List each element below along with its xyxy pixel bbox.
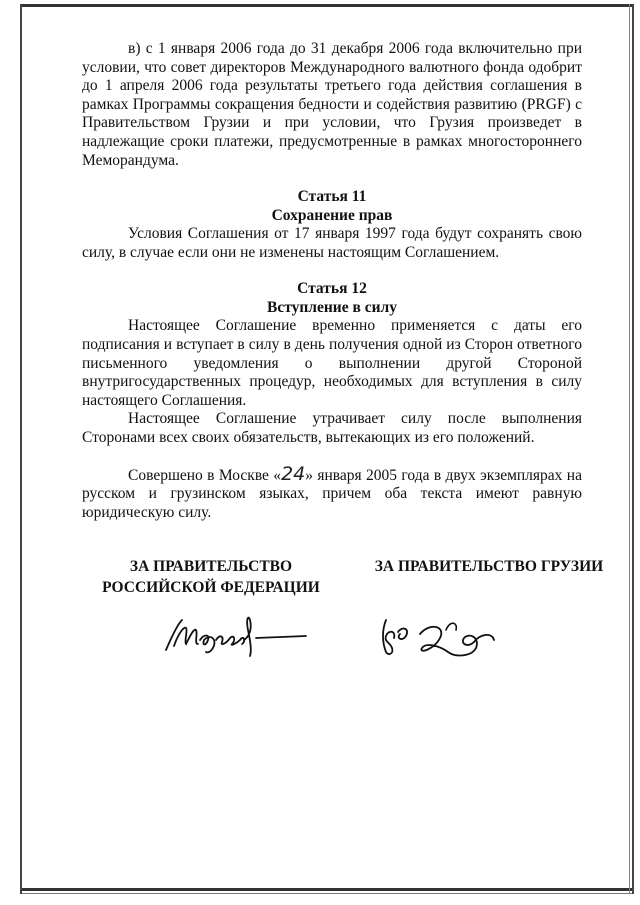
signatory-russia-line2: РОССИЙСКОЙ ФЕДЕРАЦИИ [102, 579, 320, 596]
scan-border-left [20, 4, 22, 894]
article-12-number: Статья 12 [297, 280, 367, 298]
document-body [82, 40, 582, 522]
signature-georgia [376, 608, 506, 668]
scan-border-top [22, 4, 632, 7]
signature-russia [160, 606, 310, 666]
scan-border-right [632, 4, 634, 894]
paragraph-item-v: в) с 1 января 2006 года до 31 декабря 2006 года включительно при условии, что совет директоров Международного валютного фонда одобрит до 1 апреля 2006 года результаты третьего года действия соглашения в рамках Программы сокращения бедности и содействия развитию (PRGF) с Правительством Грузии и при условии, что Грузия произведет в надлежащие сроки платежи, предусмотренные в рамках многостороннего Меморандума. [82, 40, 582, 169]
scan-border-bottom-inner [20, 893, 634, 894]
signatory-russia-line1: ЗА ПРАВИТЕЛЬСТВО [129, 558, 293, 575]
scan-border-right-inner [629, 4, 630, 894]
article-12-text-1: Настоящее Соглашение временно применяется с даты его подписания и вступает в силу в день получения одной из Сторон ответного письменного уведомления о выполнении другой Стороной внутригосударственных процедур, необходимых для вступления в силу настоящего Соглашения. [82, 317, 582, 409]
article-11 [82, 187, 582, 262]
article-11-text: Условия Соглашения от 17 января 1997 года будут сохранять свою силу, в случае если они не изменены настоящим Соглашением. [82, 225, 582, 261]
closing-text-after: » января 2005 года в двух экземплярах на русском и грузинском языках, причем оба текста имеют равную юридическую силу. [82, 466, 582, 521]
closing-text-before: Совершено в Москве « [128, 466, 282, 484]
article-12-text-2: Настоящее Соглашение утрачивает силу после выполнения Сторонами всех своих обязательств, вытекающих из его положений. [82, 410, 582, 446]
signatory-georgia [364, 556, 614, 577]
handwritten-day: 24 [281, 462, 306, 485]
article-11-number: Статья 11 [297, 188, 367, 206]
article-12 [82, 279, 582, 447]
article-12-title: Вступление в силу [266, 299, 397, 317]
scan-border-bottom [20, 888, 634, 891]
signatory-georgia-line1: ЗА ПРАВИТЕЛЬСТВО ГРУЗИИ [374, 558, 604, 575]
closing-paragraph [82, 462, 582, 523]
article-11-title: Сохранение прав [271, 207, 393, 225]
signatory-russia [86, 556, 336, 598]
